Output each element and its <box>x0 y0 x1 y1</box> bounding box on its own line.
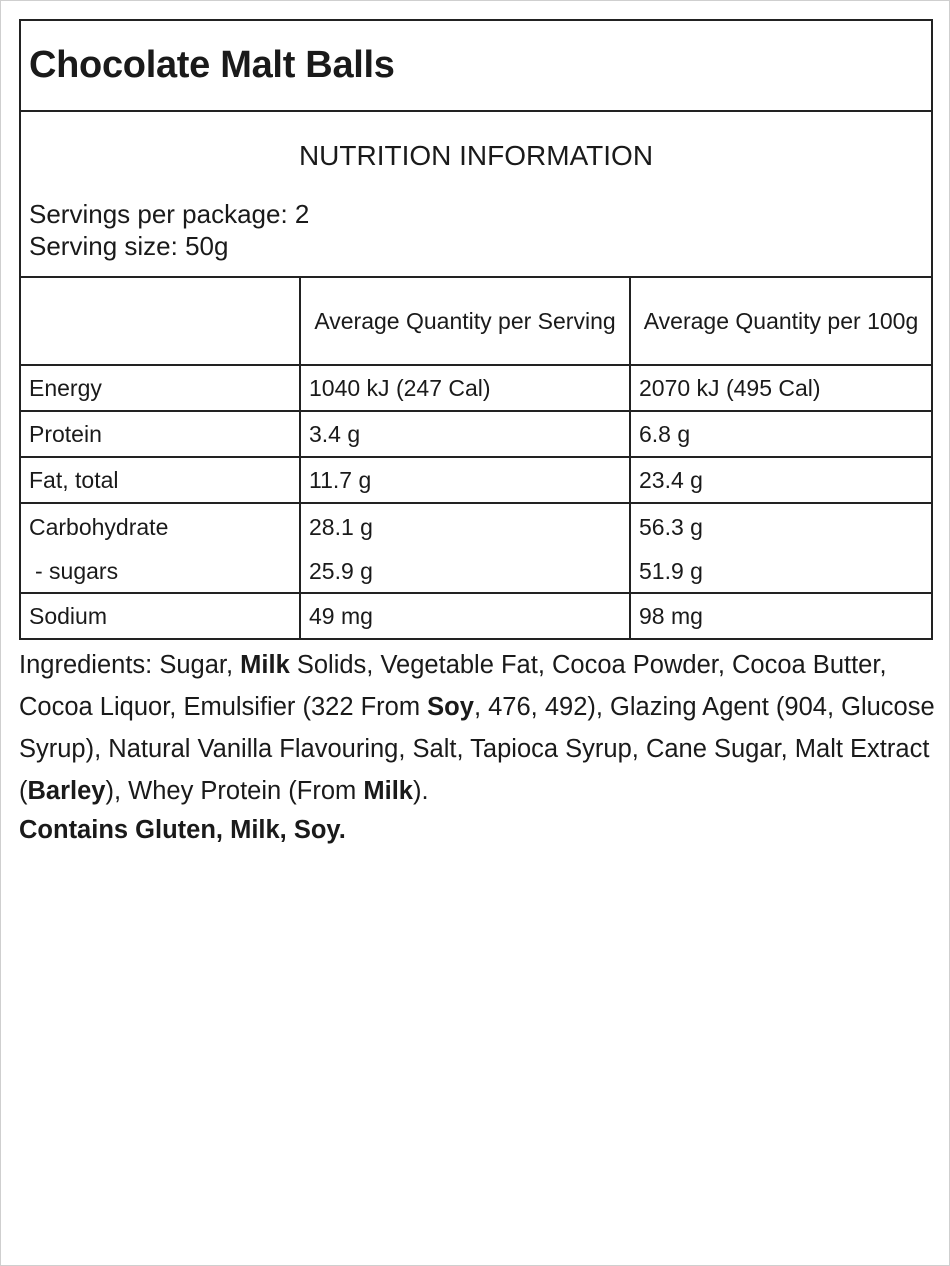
per-100g-value: 2070 kJ (495 Cal) <box>630 365 931 411</box>
nutrient-name: Protein <box>21 411 300 457</box>
per-serving-value: 1040 kJ (247 Cal) <box>300 365 630 411</box>
per-100g-value: 56.3 g <box>639 514 703 540</box>
per-serving-value: 49 mg <box>300 593 630 638</box>
product-title-row <box>21 21 931 112</box>
nutrient-name: Energy <box>21 365 300 411</box>
column-header-nutrient <box>21 278 300 365</box>
per-serving-value: 3.4 g <box>300 411 630 457</box>
per-100g-cell <box>630 503 931 593</box>
allergen-highlight: Milk <box>240 651 290 679</box>
nutrient-name: Carbohydrate <box>29 514 169 540</box>
ingredients-segment: Ingredients: Sugar, <box>19 651 241 679</box>
column-header-per-serving: Average Quantity per Serving <box>300 278 630 365</box>
servings-per-package: Servings per package: 2 <box>29 199 310 229</box>
allergen-statement: Contains Gluten, Milk, Soy. <box>19 816 346 844</box>
nutrient-name-cell <box>21 503 300 593</box>
per-serving-value: 28.1 g <box>309 514 373 540</box>
table-row-sodium <box>21 593 931 638</box>
nutrition-label <box>19 19 933 640</box>
ingredients-segment: ), Whey Protein (From <box>105 777 364 805</box>
nutrition-table <box>21 278 931 638</box>
per-100g-value: 23.4 g <box>630 457 931 503</box>
table-row-protein <box>21 411 931 457</box>
allergen-highlight: Soy <box>427 693 474 721</box>
ingredients-segment: ). <box>412 777 429 805</box>
sub-nutrient-name: - sugars <box>35 558 119 584</box>
per-100g-value: 6.8 g <box>630 411 931 457</box>
allergen-highlight: Barley <box>27 777 106 805</box>
allergen-highlight: Milk <box>363 777 413 805</box>
nutrient-name: Fat, total <box>21 457 300 503</box>
table-row-energy <box>21 365 931 411</box>
nutrition-info-block <box>21 112 931 278</box>
ingredients-segment: Solids, Vegetable Fat, Cocoa Powder, Cocoa Butter, Cocoa Liquor, Emulsifier (322 From <box>19 651 887 721</box>
table-header-row <box>21 278 931 365</box>
serving-details <box>29 198 309 262</box>
nutrition-heading: NUTRITION INFORMATION <box>298 140 654 171</box>
per-100g-value: 51.9 g <box>639 558 703 584</box>
per-serving-value: 11.7 g <box>300 457 630 503</box>
ingredients-segment: , 476, 492), Glazing Agent (904, Glucose Syrup), Natural Vanilla Flavouring, Salt, Tapioca Syrup, Cane Sugar, Malt Extract ( <box>19 693 935 805</box>
serving-size: Serving size: 50g <box>29 231 229 261</box>
table-row-carbohydrate <box>21 503 931 593</box>
per-serving-value: 25.9 g <box>309 558 373 584</box>
nutrient-name: Sodium <box>21 593 300 638</box>
per-100g-value: 98 mg <box>639 602 703 629</box>
ingredients-text <box>19 644 937 812</box>
table-row-fat <box>21 457 931 503</box>
product-title: Chocolate Malt Balls <box>29 44 395 86</box>
per-serving-cell <box>300 503 630 593</box>
column-header-per-100g: Average Quantity per 100g <box>630 278 931 365</box>
